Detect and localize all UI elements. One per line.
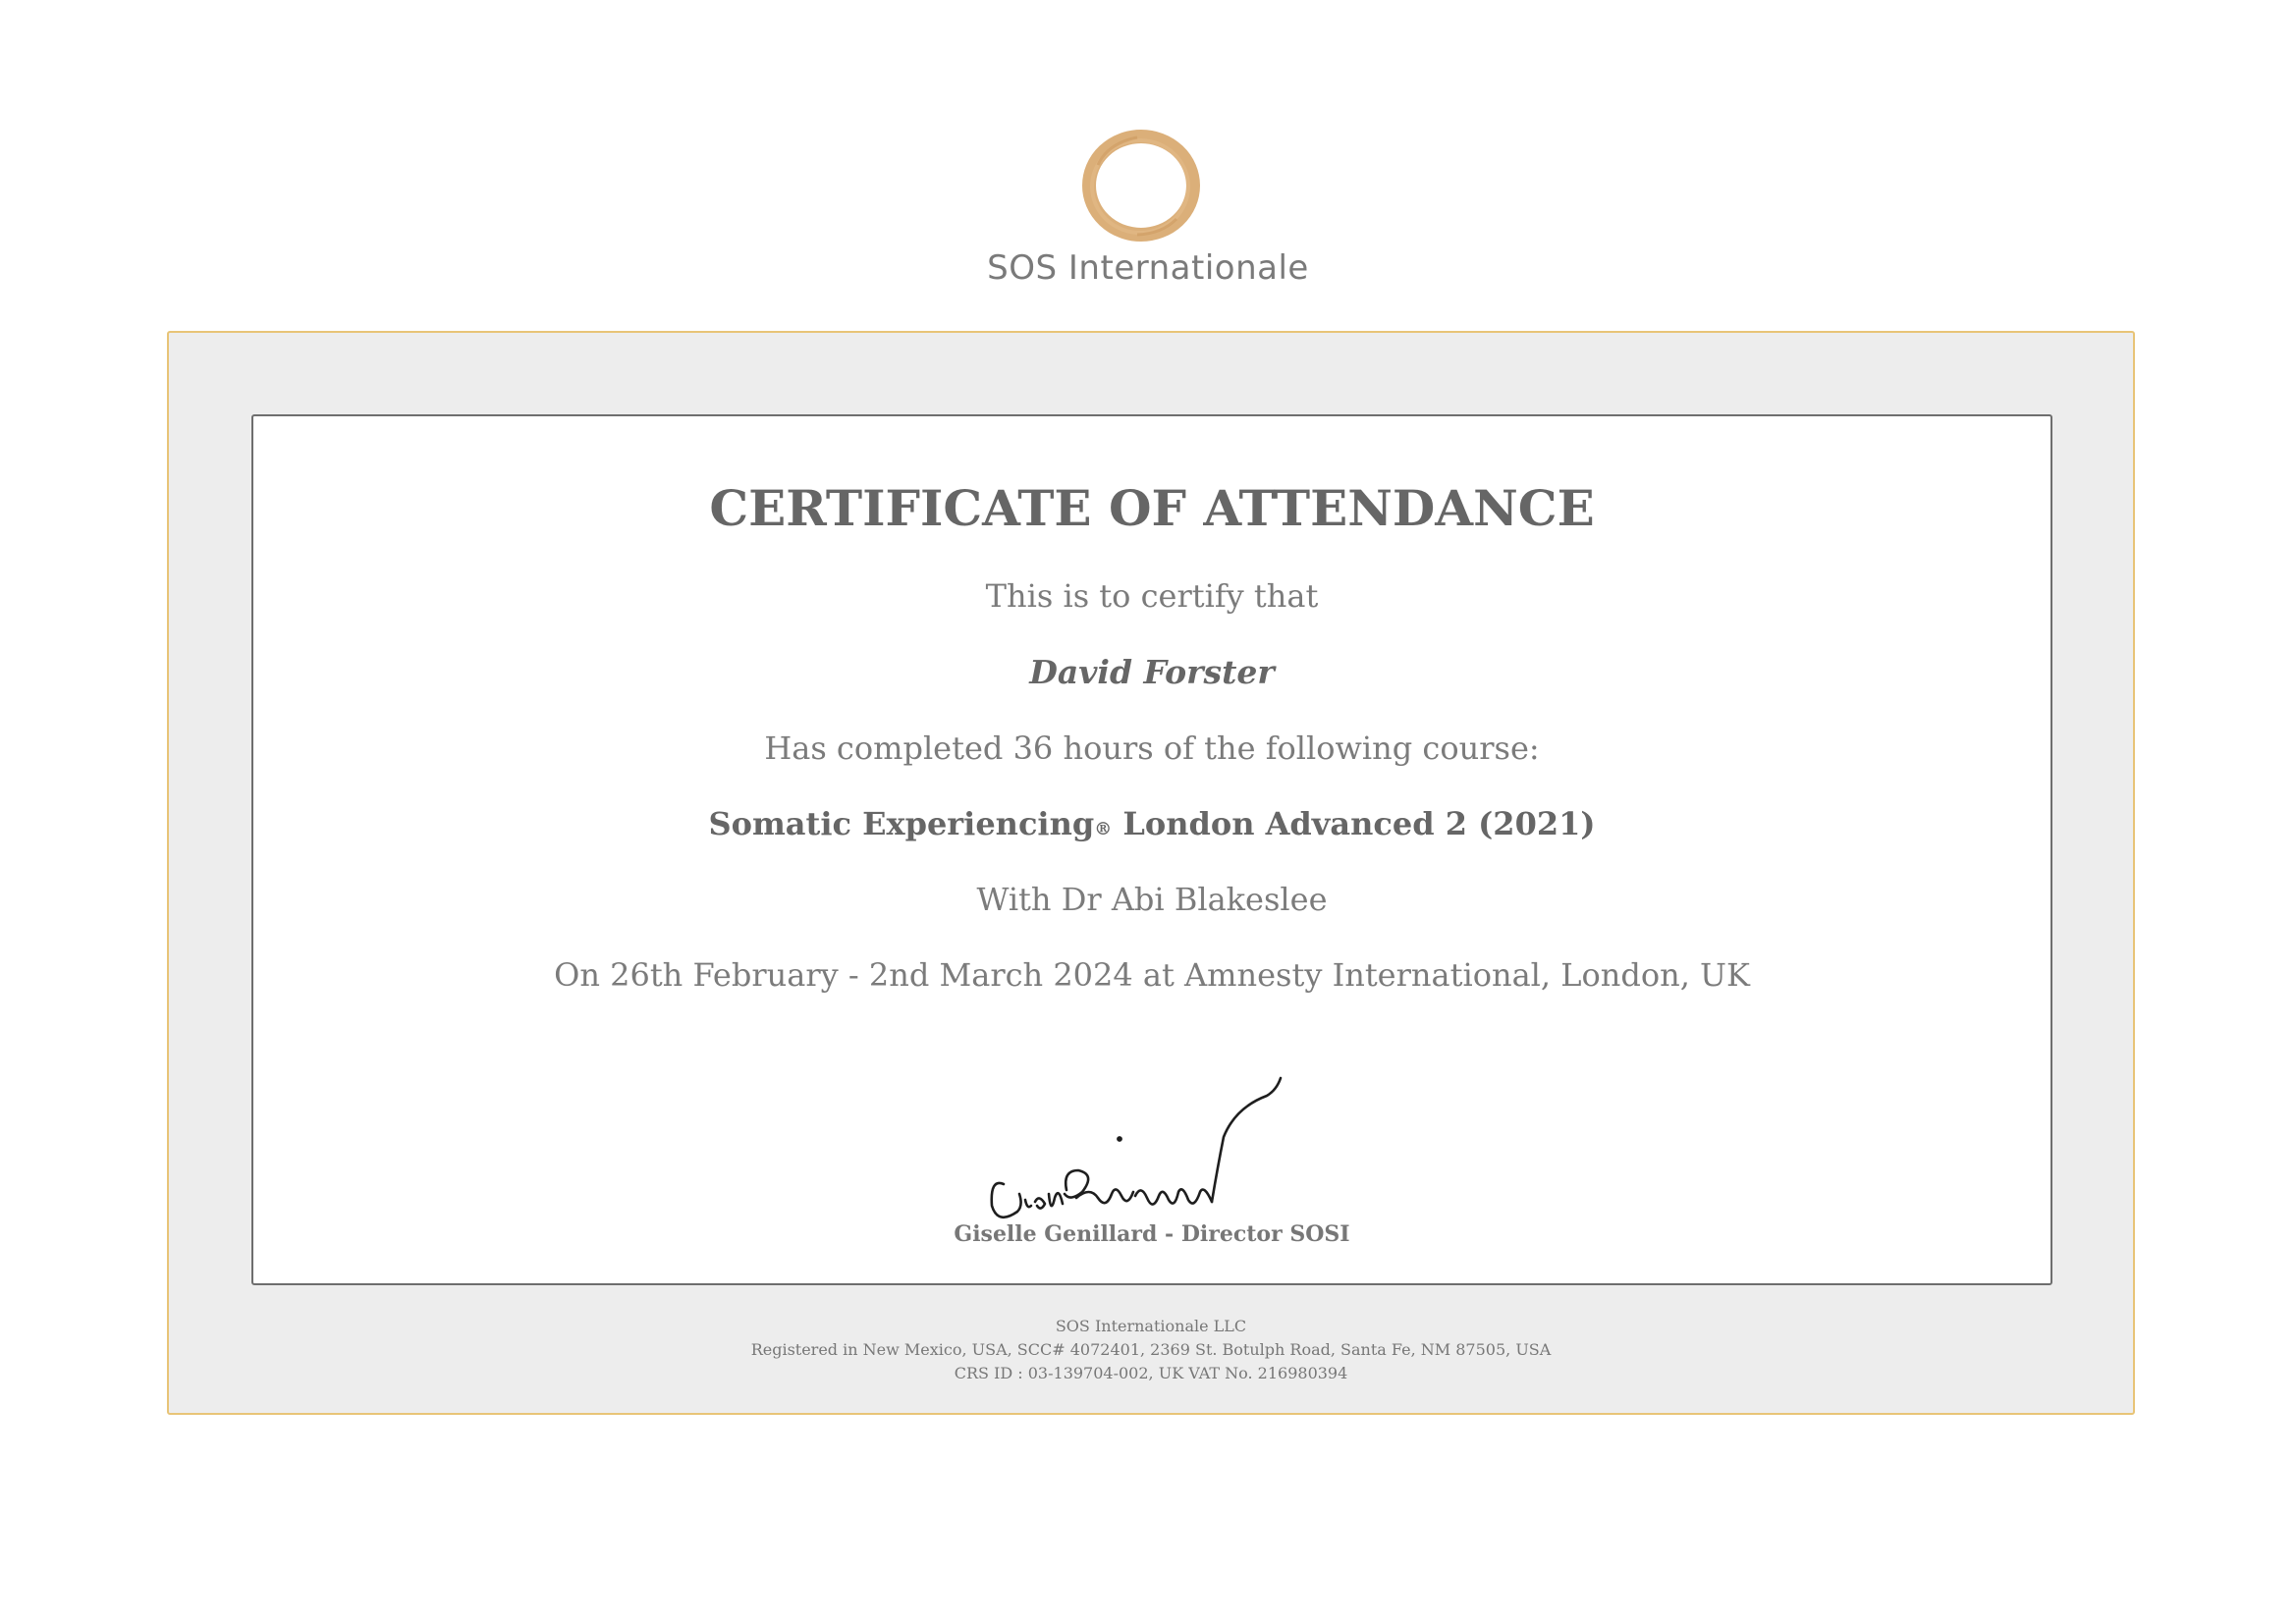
brush-circle-icon	[1078, 126, 1204, 245]
course-name-main: Somatic Experiencing	[708, 805, 1095, 842]
course-name-suffix: London Advanced 2 (2021)	[1112, 805, 1596, 842]
course-name	[251, 805, 2052, 842]
signer-name-title: Giselle Genillard - Director SOSI	[954, 1221, 1350, 1247]
footer-company: SOS Internationale LLC	[1055, 1317, 1247, 1335]
footer-ids: CRS ID : 03-139704-002, UK VAT No. 216980394	[954, 1364, 1348, 1382]
recipient-name: David Forster	[1029, 653, 1275, 691]
date-location-line: On 26th February - 2nd March 2024 at Amnesty International, London, UK	[554, 956, 1750, 994]
completed-hours-line: Has completed 36 hours of the following course:	[764, 730, 1540, 767]
footer-registration: Registered in New Mexico, USA, SCC# 4072401, 2369 St. Botulph Road, Santa Fe, NM 87505, USA	[750, 1340, 1552, 1359]
signature-image	[972, 1068, 1326, 1225]
certify-line: This is to certify that	[985, 577, 1319, 615]
registered-mark: ®	[1094, 819, 1113, 839]
org-name-logo-text: SOS Internationale	[987, 248, 1309, 288]
instructor-line: With Dr Abi Blakeslee	[976, 881, 1328, 918]
certificate-title: CERTIFICATE OF ATTENDANCE	[709, 479, 1595, 537]
